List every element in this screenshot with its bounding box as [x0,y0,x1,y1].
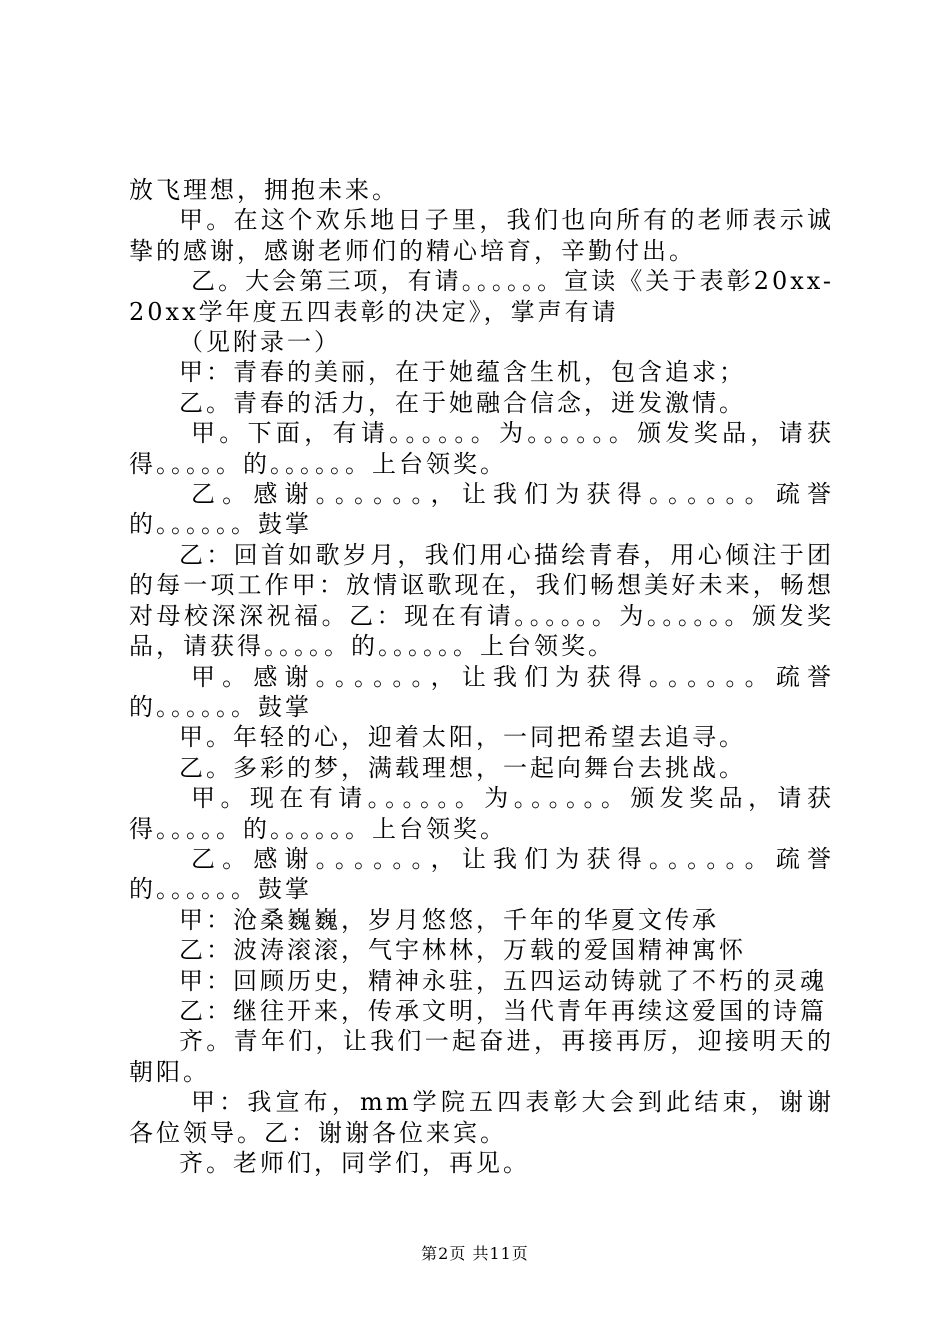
paragraph: 齐。青年们，让我们一起奋进，再接再厉，迎接明天的朝阳。 [129,1027,834,1086]
paragraph: 乙。感谢。。。。。。，让我们为获得。。。。。。疏誉的。。。。。。鼓掌 [129,844,834,904]
paragraph: 乙。多彩的梦，满载理想，一起向舞台去挑战。 [179,753,746,782]
paragraph: 甲。现在有请。。。。。。为。。。。。。颁发奖品，请获得。。。。。的。。。。。。上台领奖。 [129,784,834,843]
paragraph: （见附录一） [179,328,341,357]
paragraph: 乙。感谢。。。。。。，让我们为获得。。。。。。疏誉的。。。。。。鼓掌 [129,480,834,539]
paragraph: 放飞理想，拥抱未来。 [129,176,399,204]
paragraph: 齐。老师们，同学们，再见。 [179,1149,530,1177]
paragraph: 甲：我宣布，mm学院五四表彰大会到此结束，谢谢各位领导。乙：谢谢各位来宾。 [129,1088,834,1147]
paragraph: 甲。年轻的心，迎着太阳，一同把希望去追寻。 [179,723,746,752]
paragraph: 甲。感谢。。。。。。，让我们为获得。。。。。。疏誉的。。。。。。鼓掌 [129,662,834,721]
paragraph: 甲。下面，有请。。。。。。为。。。。。。颁发奖品，请获得。。。。。的。。。。。。上台领奖。 [129,419,834,478]
paragraph: 乙：波涛滚滚，气宇林林，万载的爱国精神寓怀 [179,936,746,965]
document-body [129,175,834,1178]
paragraph: 乙。大会第三项，有请。。。。。。宣读《关于表彰20xx-20xx学年度五四表彰的决定》，掌声有请 [129,267,834,326]
paragraph: 乙：继往开来，传承文明，当代青年再续这爱国的诗篇 [179,996,827,1025]
paragraph: 甲：青春的美丽，在于她蕴含生机，包含追求； [179,358,746,387]
paragraph: 甲：沧桑巍巍，岁月悠悠，千年的华夏文传承 [179,905,719,934]
page-number-footer: 第2页 共11页 [421,1244,529,1263]
paragraph: 甲。在这个欢乐地日子里，我们也向所有的老师表示诚挚的感谢，感谢老师们的精心培育，辛勤付出。 [129,206,834,265]
paragraph: 乙。青春的活力，在于她融合信念，迸发激情。 [179,388,746,417]
paragraph: 乙：回首如歌岁月，我们用心描绘青春，用心倾注于团的每一项工作甲：放情讴歌现在，我们畅想美好未来，畅想对母校深深祝福。乙：现在有请。。。。。。为。。。。。。颁发奖品，请获得。。。。。的。。。。。。上台领奖。 [129,540,834,661]
paragraph: 甲：回顾历史，精神永驻，五四运动铸就了不朽的灵魂 [179,966,827,995]
